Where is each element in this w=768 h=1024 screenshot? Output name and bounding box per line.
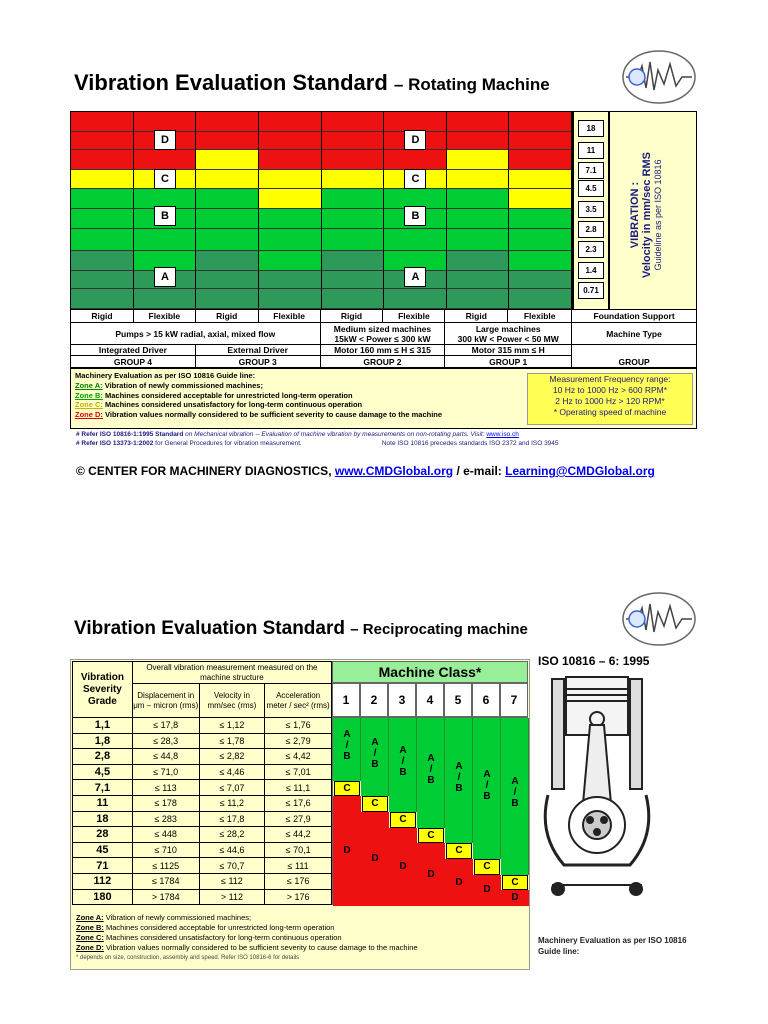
zone-c-label: Zone C: <box>75 400 103 410</box>
grade-cell: 45 <box>73 842 133 858</box>
value-cell: ≤ 17,8 <box>199 811 265 827</box>
zone-cell <box>322 112 385 132</box>
zone-cell <box>196 209 259 229</box>
zone-d-label: D <box>455 876 463 888</box>
zone-cell <box>259 112 322 132</box>
value-cell: ≤ 27,9 <box>265 811 332 827</box>
grade-cell: 4,5 <box>73 764 133 780</box>
zone-cell <box>196 132 259 150</box>
zone-cell <box>134 112 197 132</box>
group-table <box>70 309 697 368</box>
zone-a-text: Vibration of newly commissioned machines; <box>104 380 263 390</box>
value-cell: ≤ 2,79 <box>265 733 332 749</box>
zone-c-cell: C <box>334 781 360 797</box>
table-row <box>73 889 332 905</box>
value-cell: ≤ 17,8 <box>132 718 199 734</box>
zone-ab-label: A / B <box>427 752 435 786</box>
grade-cell: 180 <box>73 889 133 905</box>
zone-cell <box>196 251 259 271</box>
value-cell: ≤ 7,07 <box>199 780 265 796</box>
support-cell: Flexible <box>258 310 320 323</box>
zone-cell <box>259 150 322 170</box>
freq-line: 10 Hz to 1000 Hz > 600 RPM* <box>552 385 668 395</box>
zone-cell <box>259 189 322 209</box>
machine-class-header: Machine Class* <box>332 661 528 683</box>
grade-cell: 71 <box>73 858 133 874</box>
support-cell: Rigid <box>320 310 383 323</box>
col-velocity: Velocity in mm/sec (rms) <box>199 684 265 718</box>
zone-cell <box>196 189 259 209</box>
zone-cell <box>259 229 322 251</box>
class-number: 3 <box>388 683 416 717</box>
zone-cell <box>259 289 322 309</box>
value-cell: ≤ 4,42 <box>265 749 332 765</box>
scale-title-2: Velocity in mm/sec RMS <box>641 152 653 278</box>
zone-cell <box>196 150 259 170</box>
website-link[interactable]: www.CMDGlobal.org <box>334 464 454 478</box>
value-cell: ≤ 1,12 <box>199 718 265 734</box>
col-overall: Overall vibration measurement measured on the machine structure <box>132 662 331 684</box>
grade-cell: 11 <box>73 795 133 811</box>
scale-value: 3.5 <box>578 201 604 218</box>
zone-c-text: Machines considered unsatisfactory for long-term continuous operation <box>105 400 363 410</box>
zone-d-label: D <box>483 884 491 896</box>
scale-value: 7.1 <box>578 162 604 179</box>
email-link[interactable]: Learning@CMDGlobal.org <box>505 464 655 478</box>
zone-cell <box>196 289 259 309</box>
value-cell: ≤ 70,7 <box>199 858 265 874</box>
class-numbers <box>332 683 528 717</box>
value-cell: ≤ 11,2 <box>199 795 265 811</box>
zone-c-cell: C <box>390 812 416 828</box>
cmd-logo-2 <box>620 590 698 648</box>
col-displacement: Displacement in μm – micron (rms) <box>132 684 199 718</box>
zone-cell <box>71 229 134 251</box>
zone-cell <box>447 150 510 170</box>
value-cell: ≤ 710 <box>132 842 199 858</box>
value-cell: ≤ 113 <box>132 780 199 796</box>
zone-marker-c: C <box>404 169 426 189</box>
value-cell: ≤ 112 <box>199 873 265 889</box>
zone-cell <box>509 251 572 271</box>
value-cell: > 112 <box>199 889 265 905</box>
value-cell: ≤ 2,82 <box>199 749 265 765</box>
group-cell: GROUP 1 <box>445 356 572 368</box>
zone-marker-c: C <box>154 169 176 189</box>
zone-d-label: D <box>371 853 379 865</box>
value-cell: ≤ 28,3 <box>132 733 199 749</box>
zone-ab-label: A / B <box>455 760 463 794</box>
frequency-box <box>527 373 693 425</box>
table-row <box>73 827 332 843</box>
zone-cell <box>384 150 447 170</box>
zone-d-label: D <box>343 845 351 857</box>
scale-note: Guideline as per ISO 10816 <box>653 159 663 271</box>
zone-cell <box>447 271 510 289</box>
grade-cell: 2,8 <box>73 749 133 765</box>
col-acceleration: Acceleration meter / sec² (rms) <box>265 684 332 718</box>
value-cell: > 176 <box>265 889 332 905</box>
zone-cell <box>322 229 385 251</box>
driver-cell: Motor 160 mm ≤ H ≤ 315 <box>320 345 445 356</box>
freq-line: Measurement Frequency range: <box>549 374 671 384</box>
zone-chart <box>70 111 573 310</box>
references: # Refer ISO 10816-1:1995 Standard on Mechanical vibration -- Evaluation of machine vibration by measurements on non-rotating parts. Visit: www.iso.ch # Refer ISO 13373-1:2002 for General Procedures for vibration measurement. Note ISO 10816 precedes standards ISO 2372 and ISO 3945 <box>76 431 559 447</box>
zone-cell <box>322 271 385 289</box>
grade-cell: 28 <box>73 827 133 843</box>
zone-cell <box>196 112 259 132</box>
table-row <box>73 873 332 889</box>
zone-cell <box>71 170 134 189</box>
zone-cell <box>509 150 572 170</box>
zone-d-label: D <box>427 868 435 880</box>
value-cell: ≤ 1784 <box>132 873 199 889</box>
zone-ab-label: A / B <box>483 768 491 802</box>
class-number: 6 <box>472 683 500 717</box>
zone-cell <box>384 229 447 251</box>
value-cell: ≤ 11,1 <box>265 780 332 796</box>
zone-cell <box>134 150 197 170</box>
scale-column <box>573 111 609 310</box>
iso-link[interactable]: www.iso.ch <box>486 431 519 438</box>
value-cell: ≤ 44,8 <box>132 749 199 765</box>
group-cell: GROUP 4 <box>71 356 196 368</box>
zone-cell <box>509 112 572 132</box>
zone-cell <box>447 251 510 271</box>
cmd-logo <box>620 48 698 106</box>
col-grade: Vibration Severity Grade <box>73 662 133 718</box>
scale-value: 18 <box>578 120 604 137</box>
zone-cell <box>71 209 134 229</box>
zone-cell <box>259 271 322 289</box>
value-cell: ≤ 1,78 <box>199 733 265 749</box>
zone-cell <box>71 189 134 209</box>
scale-value: 2.3 <box>578 241 604 258</box>
table-row <box>73 842 332 858</box>
zone-cell <box>71 251 134 271</box>
zone-d-label: D <box>399 860 407 872</box>
grade-cell: 18 <box>73 811 133 827</box>
zone-cell <box>196 271 259 289</box>
zone-d-text: Vibration values normally considered to be sufficient severity to cause damage to the machine <box>105 410 443 420</box>
value-cell: ≤ 7,01 <box>265 764 332 780</box>
zone-cell <box>509 289 572 309</box>
table-row <box>73 795 332 811</box>
value-cell: ≤ 283 <box>132 811 199 827</box>
machine-type-medium: Medium sized machines 15kW < Power ≤ 300 kW <box>320 323 445 345</box>
zone-cell <box>509 229 572 251</box>
support-cell: Flexible <box>508 310 572 323</box>
zone-cell <box>322 189 385 209</box>
copyright-line: © CENTER FOR MACHINERY DIAGNOSTICS, www.CMDGlobal.org / e-mail: Learning@CMDGlobal.org <box>76 464 655 478</box>
zone-cell <box>509 170 572 189</box>
zone-ab-label: A / B <box>399 745 407 778</box>
grade-cell: 1,8 <box>73 733 133 749</box>
zone-marker-b: B <box>154 206 176 226</box>
zone-cell <box>447 289 510 309</box>
zone-cell <box>71 112 134 132</box>
value-cell: ≤ 448 <box>132 827 199 843</box>
zone-b-label: Zone B: <box>75 390 103 400</box>
zone-cell <box>134 229 197 251</box>
support-cell: Flexible <box>383 310 445 323</box>
value-cell: ≤ 28,2 <box>199 827 265 843</box>
zone-cell <box>384 289 447 309</box>
zone-cell <box>134 289 197 309</box>
zone-cell <box>509 132 572 150</box>
freq-line: 2 Hz to 1000 Hz > 120 RPM* <box>555 396 665 406</box>
zone-c-cell: C <box>418 828 444 844</box>
page-title-reciprocating: Vibration Evaluation Standard – Reciprocating machine <box>74 618 528 639</box>
zone-cell <box>196 170 259 189</box>
value-cell: ≤ 44,2 <box>265 827 332 843</box>
zone-cell <box>322 132 385 150</box>
value-cell: ≤ 178 <box>132 795 199 811</box>
machine-type-pumps: Pumps > 15 kW radial, axial, mixed flow <box>71 323 321 345</box>
zone-ab-label: A / B <box>371 737 379 771</box>
scale-value: 2.8 <box>578 221 604 238</box>
scale-title-box <box>609 111 697 310</box>
grade-cell: 1,1 <box>73 718 133 734</box>
grade-cell: 7,1 <box>73 780 133 796</box>
zone-cell <box>71 271 134 289</box>
notes-title: Machinery Evaluation as per ISO 10816 Guide line: <box>75 371 256 380</box>
zone-cell <box>447 209 510 229</box>
driver-cell: External Driver <box>195 345 320 356</box>
class-number: 5 <box>444 683 472 717</box>
group-cell: GROUP 2 <box>320 356 445 368</box>
scale-value: 11 <box>578 142 604 159</box>
value-cell: ≤ 4,46 <box>199 764 265 780</box>
zone-c-cell: C <box>502 875 528 891</box>
zone-cell <box>71 289 134 309</box>
table-row <box>73 780 332 796</box>
table-row <box>73 858 332 874</box>
value-cell: ≤ 111 <box>265 858 332 874</box>
support-cell: Rigid <box>71 310 134 323</box>
value-cell: ≤ 1125 <box>132 858 199 874</box>
iso-ref: ISO 10816 – 6: 1995 <box>538 654 650 668</box>
zone-marker-d: D <box>154 130 176 150</box>
table-row <box>73 811 332 827</box>
class-number: 1 <box>332 683 360 717</box>
table-row <box>73 749 332 765</box>
value-cell: ≤ 70,1 <box>265 842 332 858</box>
zone-notes <box>70 368 697 429</box>
zone-cell <box>447 229 510 251</box>
value-cell: > 1784 <box>132 889 199 905</box>
group-label: GROUP <box>572 345 697 368</box>
support-cell: Rigid <box>445 310 508 323</box>
driver-cell: Integrated Driver <box>71 345 196 356</box>
zone-marker-b: B <box>404 206 426 226</box>
zone-cell <box>259 209 322 229</box>
zone-cell <box>384 112 447 132</box>
zone-ab-label: A / B <box>343 729 351 763</box>
zone-marker-a: A <box>404 267 426 287</box>
table-row <box>73 733 332 749</box>
zone-cell <box>259 132 322 150</box>
scale-value: 0.71 <box>578 282 604 299</box>
zone-cell <box>71 150 134 170</box>
zone-ab-label: A / B <box>511 776 519 810</box>
machine-type-label: Machine Type <box>572 323 697 345</box>
scale-value: 4.5 <box>578 180 604 197</box>
zone-cell <box>322 289 385 309</box>
freq-line: * Operating speed of machine <box>553 407 667 417</box>
zone-b-text: Machines considered acceptable for unrestricted long-term operation <box>105 390 353 400</box>
scale-value: 1.4 <box>578 262 604 279</box>
foundation-label: Foundation Support <box>572 310 697 323</box>
machine-type-large: Large machines 300 kW < Power < 50 MW <box>445 323 572 345</box>
zone-cell <box>447 132 510 150</box>
zone-cell <box>509 209 572 229</box>
page-title-rotating: Vibration Evaluation Standard – Rotating Machine <box>74 70 550 95</box>
zone-cell <box>322 170 385 189</box>
scale-title: VIBRATION : <box>629 181 641 249</box>
table-row <box>73 764 332 780</box>
zone-a-label: Zone A: <box>75 380 103 390</box>
zone-cell <box>196 229 259 251</box>
class-number: 2 <box>360 683 388 717</box>
driver-cell: Motor 315 mm ≤ H <box>445 345 572 356</box>
zone-cell <box>447 170 510 189</box>
zone-cell <box>259 251 322 271</box>
zone-cell <box>322 209 385 229</box>
zone-cell <box>322 150 385 170</box>
recip-notes: Zone A: Vibration of newly commissioned machines; Zone B: Machines considered acceptable for unrestricted long-term operation Zone C: Machines considered unsatisfactory for long-term continuous operation Zone D: Vibration values normally considered to be sufficient severity to cause damage to the machine * depends on size, construction, assembly and speed. Refer ISO 10816-6 for details <box>76 913 418 961</box>
zone-d-label: D <box>511 892 519 904</box>
reciprocating-engine-illustration <box>538 675 656 905</box>
group-cell: GROUP 3 <box>195 356 320 368</box>
zone-cell <box>509 271 572 289</box>
zone-c-cell: C <box>362 796 388 812</box>
zone-d-label: Zone D: <box>75 410 103 420</box>
class-grid <box>332 717 528 905</box>
zone-cell <box>447 189 510 209</box>
value-cell: ≤ 17,6 <box>265 795 332 811</box>
zone-cell <box>322 251 385 271</box>
zone-c-cell: C <box>474 859 500 875</box>
support-cell: Flexible <box>133 310 195 323</box>
class-number: 7 <box>500 683 528 717</box>
table-row <box>73 718 332 734</box>
zone-cell <box>71 132 134 150</box>
zone-cell <box>509 189 572 209</box>
support-cell: Rigid <box>195 310 258 323</box>
value-cell: ≤ 44,6 <box>199 842 265 858</box>
side-note: Machinery Evaluation as per ISO 10816 Guide line: <box>538 936 687 956</box>
zone-c-cell: C <box>446 843 472 859</box>
value-cell: ≤ 71,0 <box>132 764 199 780</box>
class-number: 4 <box>416 683 444 717</box>
zone-marker-a: A <box>154 267 176 287</box>
zone-marker-d: D <box>404 130 426 150</box>
zone-cell <box>259 170 322 189</box>
zone-cell <box>447 112 510 132</box>
severity-table <box>72 661 332 905</box>
value-cell: ≤ 1,76 <box>265 718 332 734</box>
grade-cell: 112 <box>73 873 133 889</box>
value-cell: ≤ 176 <box>265 873 332 889</box>
